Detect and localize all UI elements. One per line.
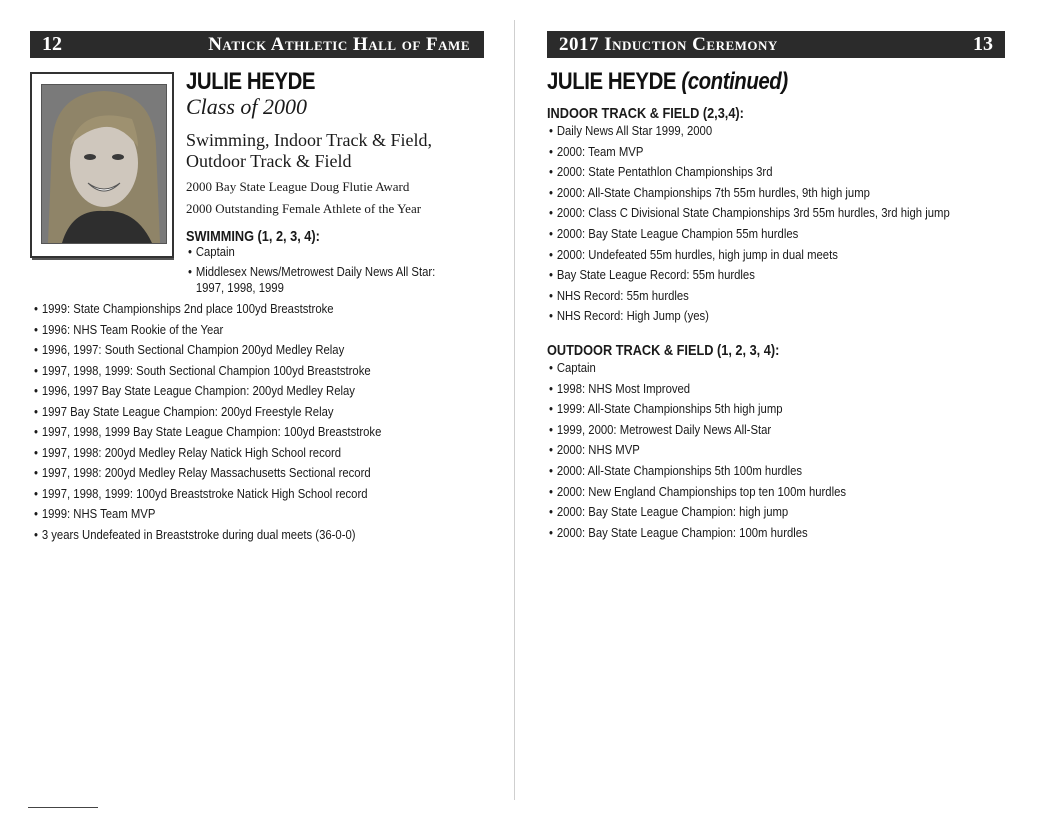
athlete-name-continued	[547, 68, 788, 96]
list-item	[188, 264, 435, 296]
list-item: • NHS Record: High Jump (yes)	[549, 306, 950, 327]
list-item: • 2000: State Pentathlon Championships 3rd	[549, 162, 950, 183]
swimming-top-list	[188, 244, 242, 260]
right-header-bar	[547, 31, 1005, 58]
outdoor-track-list	[549, 358, 890, 543]
list-item: • Captain	[549, 358, 846, 379]
middlesex-line-1: Middlesex News/Metrowest Daily News All Star:	[195, 264, 436, 279]
list-item: • 1997, 1998, 1999 Bay State League Champion: 100yd Breaststroke	[34, 422, 381, 443]
list-item: • 2000: Bay State League Champion: high jump	[549, 502, 846, 523]
portrait-illustration	[42, 85, 166, 243]
outdoor-track-heading: OUTDOOR TRACK & FIELD (1, 2, 3, 4):	[547, 342, 780, 359]
photo-frame-shadow	[32, 258, 174, 260]
list-item: • 3 years Undefeated in Breaststroke during dual meets (36-0-0)	[34, 525, 381, 546]
list-item: • 2000: NHS MVP	[549, 440, 846, 461]
left-page-number: 12	[42, 33, 62, 55]
footer-rule	[28, 807, 98, 808]
list-item: • 2000: Undefeated 55m hurdles, high jump in dual meets	[549, 245, 950, 266]
right-header-title: 2017 Induction Ceremony	[559, 33, 778, 55]
right-page-number: 13	[973, 33, 993, 55]
indoor-track-list	[549, 121, 1010, 327]
list-item: • 1999, 2000: Metrowest Daily News All-Star	[549, 420, 846, 441]
list-item: • 1997, 1998: 200yd Medley Relay Massachusetts Sectional record	[34, 463, 381, 484]
swimming-list	[34, 299, 433, 545]
athlete-name-right: JULIE HEYDE	[547, 68, 677, 95]
list-item: • 1999: All-State Championships 5th high jump	[549, 399, 846, 420]
list-item: • 1996, 1997 Bay State League Champion: 200yd Medley Relay	[34, 381, 381, 402]
list-item: • 1996, 1997: South Sectional Champion 200yd Medley Relay	[34, 340, 381, 361]
swimming-middlesex-list	[188, 264, 472, 296]
list-item: • 1999: NHS Team MVP	[34, 504, 381, 525]
left-header-bar	[30, 31, 484, 58]
list-item: • 2000: Bay State League Champion 55m hurdles	[549, 224, 950, 245]
list-item: • 1997 Bay State League Champion: 200yd Freestyle Relay	[34, 402, 381, 423]
list-item: • NHS Record: 55m hurdles	[549, 286, 950, 307]
list-item: • 2000: Class C Divisional State Championships 3rd 55m hurdles, 3rd high jump	[549, 203, 950, 224]
list-item: • 2000: Team MVP	[549, 142, 950, 163]
athlete-name: JULIE HEYDE	[186, 68, 316, 95]
list-item: • 1997, 1998, 1999: 100yd Breaststroke Natick High School record	[34, 484, 381, 505]
award-line-2: 2000 Outstanding Female Athlete of the Year	[186, 201, 422, 216]
list-item: • 1997, 1998, 1999: South Sectional Champion 100yd Breaststroke	[34, 361, 381, 382]
list-item: • 1999: State Championships 2nd place 100yd Breaststroke	[34, 299, 381, 320]
list-item: • 2000: Bay State League Champion: 100m hurdles	[549, 523, 846, 544]
list-item: • 2000: New England Championships top ten 100m hurdles	[549, 482, 846, 503]
award-line-1: 2000 Bay State League Doug Flutie Award	[186, 179, 410, 194]
list-item: • Captain	[188, 244, 235, 260]
page-gutter	[514, 20, 515, 800]
swimming-heading: SWIMMING (1, 2, 3, 4):	[186, 228, 320, 245]
indoor-track-heading: INDOOR TRACK & FIELD (2,3,4):	[547, 105, 744, 122]
list-item: • 2000: All-State Championships 7th 55m hurdles, 9th high jump	[549, 183, 950, 204]
continued-label: (continued)	[681, 68, 788, 95]
class-of: Class of 2000	[186, 94, 308, 119]
list-item: • Daily News All Star 1999, 2000	[549, 121, 950, 142]
list-item: • 2000: All-State Championships 5th 100m hurdles	[549, 461, 846, 482]
list-item: • 1996: NHS Team Rookie of the Year	[34, 320, 381, 341]
list-item: • 1997, 1998: 200yd Medley Relay Natick High School record	[34, 443, 381, 464]
sports-list: Swimming, Indoor Track & Field, Outdoor Track & Field	[186, 130, 433, 171]
athlete-photo-frame	[30, 72, 174, 258]
middlesex-line-2: 1997, 1998, 1999	[195, 280, 284, 295]
list-item: • Bay State League Record: 55m hurdles	[549, 265, 950, 286]
list-item: • 1998: NHS Most Improved	[549, 379, 846, 400]
athlete-photo	[41, 84, 167, 244]
left-header-title: Natick Athletic Hall of Fame	[208, 33, 470, 55]
